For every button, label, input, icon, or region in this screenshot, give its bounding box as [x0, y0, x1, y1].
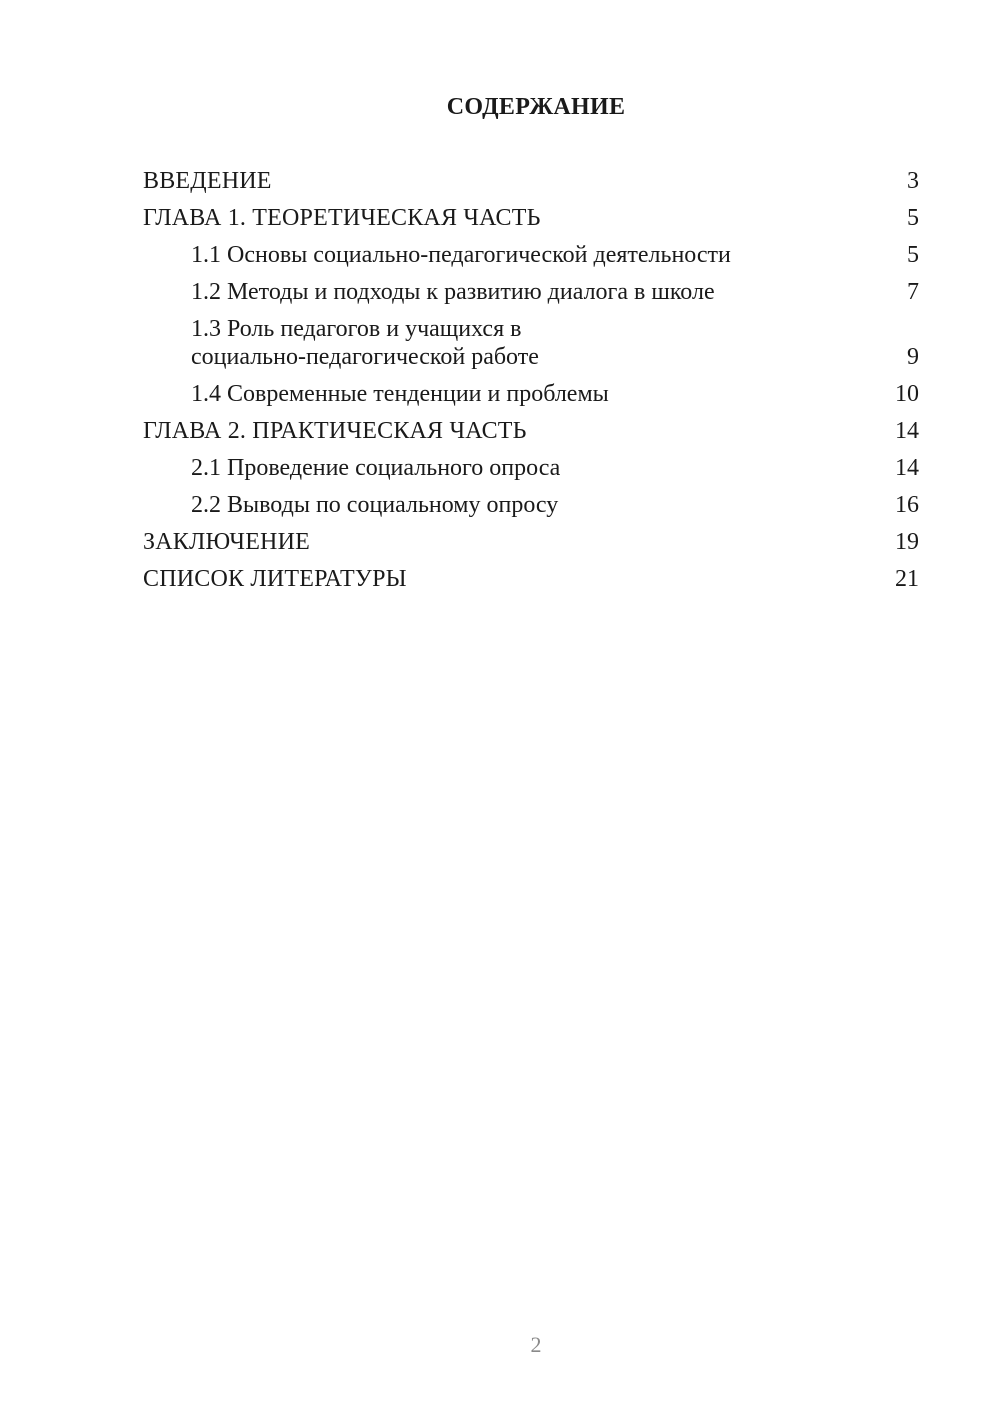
- toc-entry-conclusion[interactable]: [143, 528, 919, 556]
- toc-entry-label: 1.4 Современные тенденции и проблемы: [191, 381, 609, 407]
- toc-entry-introduction[interactable]: [143, 167, 919, 195]
- toc-entry-page: 9: [907, 344, 919, 370]
- toc-entry-section-2-1[interactable]: [143, 454, 919, 482]
- toc-entry-page: 21: [895, 566, 919, 592]
- toc-entry-page: 7: [907, 279, 919, 305]
- toc-entry-label: 2.2 Выводы по социальному опросу: [191, 492, 559, 518]
- toc-entry-label: 1.1 Основы социально-педагогической деятельности: [191, 242, 731, 268]
- toc-entry-page: 14: [895, 455, 919, 481]
- page-number: 2: [530, 1332, 542, 1357]
- toc-entry-label: [143, 315, 539, 371]
- toc-entry-references[interactable]: [143, 565, 919, 593]
- toc-entry-label: СПИСОК ЛИТЕРАТУРЫ: [143, 566, 407, 592]
- toc-entry-section-1-3[interactable]: [143, 315, 919, 371]
- toc-entry-section-1-1[interactable]: [143, 241, 919, 269]
- toc-entry-page: 14: [895, 418, 919, 444]
- toc-entry-label: ВВЕДЕНИЕ: [143, 168, 272, 194]
- toc-entry-section-2-2[interactable]: [143, 491, 919, 519]
- toc-entry-page: 5: [907, 205, 919, 231]
- table-of-contents: [143, 167, 919, 602]
- toc-entry-label-line: социально-педагогической работе: [191, 344, 539, 370]
- toc-entry-label-line: 1.3 Роль педагогов и учащихся в: [191, 316, 522, 342]
- toc-title: СОДЕРЖАНИЕ: [446, 94, 626, 120]
- toc-entry-page: 10: [895, 381, 919, 407]
- toc-entry-chapter-1[interactable]: [143, 204, 919, 232]
- toc-entry-section-1-4[interactable]: [143, 380, 919, 408]
- toc-entry-section-1-2[interactable]: [143, 278, 919, 306]
- toc-entry-label: ГЛАВА 2. ПРАКТИЧЕСКАЯ ЧАСТЬ: [143, 418, 527, 444]
- toc-entry-label: ЗАКЛЮЧЕНИЕ: [143, 529, 310, 555]
- toc-entry-label: ГЛАВА 1. ТЕОРЕТИЧЕСКАЯ ЧАСТЬ: [143, 205, 541, 231]
- toc-entry-page: 16: [895, 492, 919, 518]
- toc-entry-chapter-2[interactable]: [143, 417, 919, 445]
- toc-entry-page: 5: [907, 242, 919, 268]
- toc-entry-page: 3: [907, 168, 919, 194]
- toc-entry-label: 1.2 Методы и подходы к развитию диалога в школе: [191, 279, 715, 305]
- toc-entry-page: 19: [895, 529, 919, 555]
- toc-entry-label: 2.1 Проведение социального опроса: [191, 455, 561, 481]
